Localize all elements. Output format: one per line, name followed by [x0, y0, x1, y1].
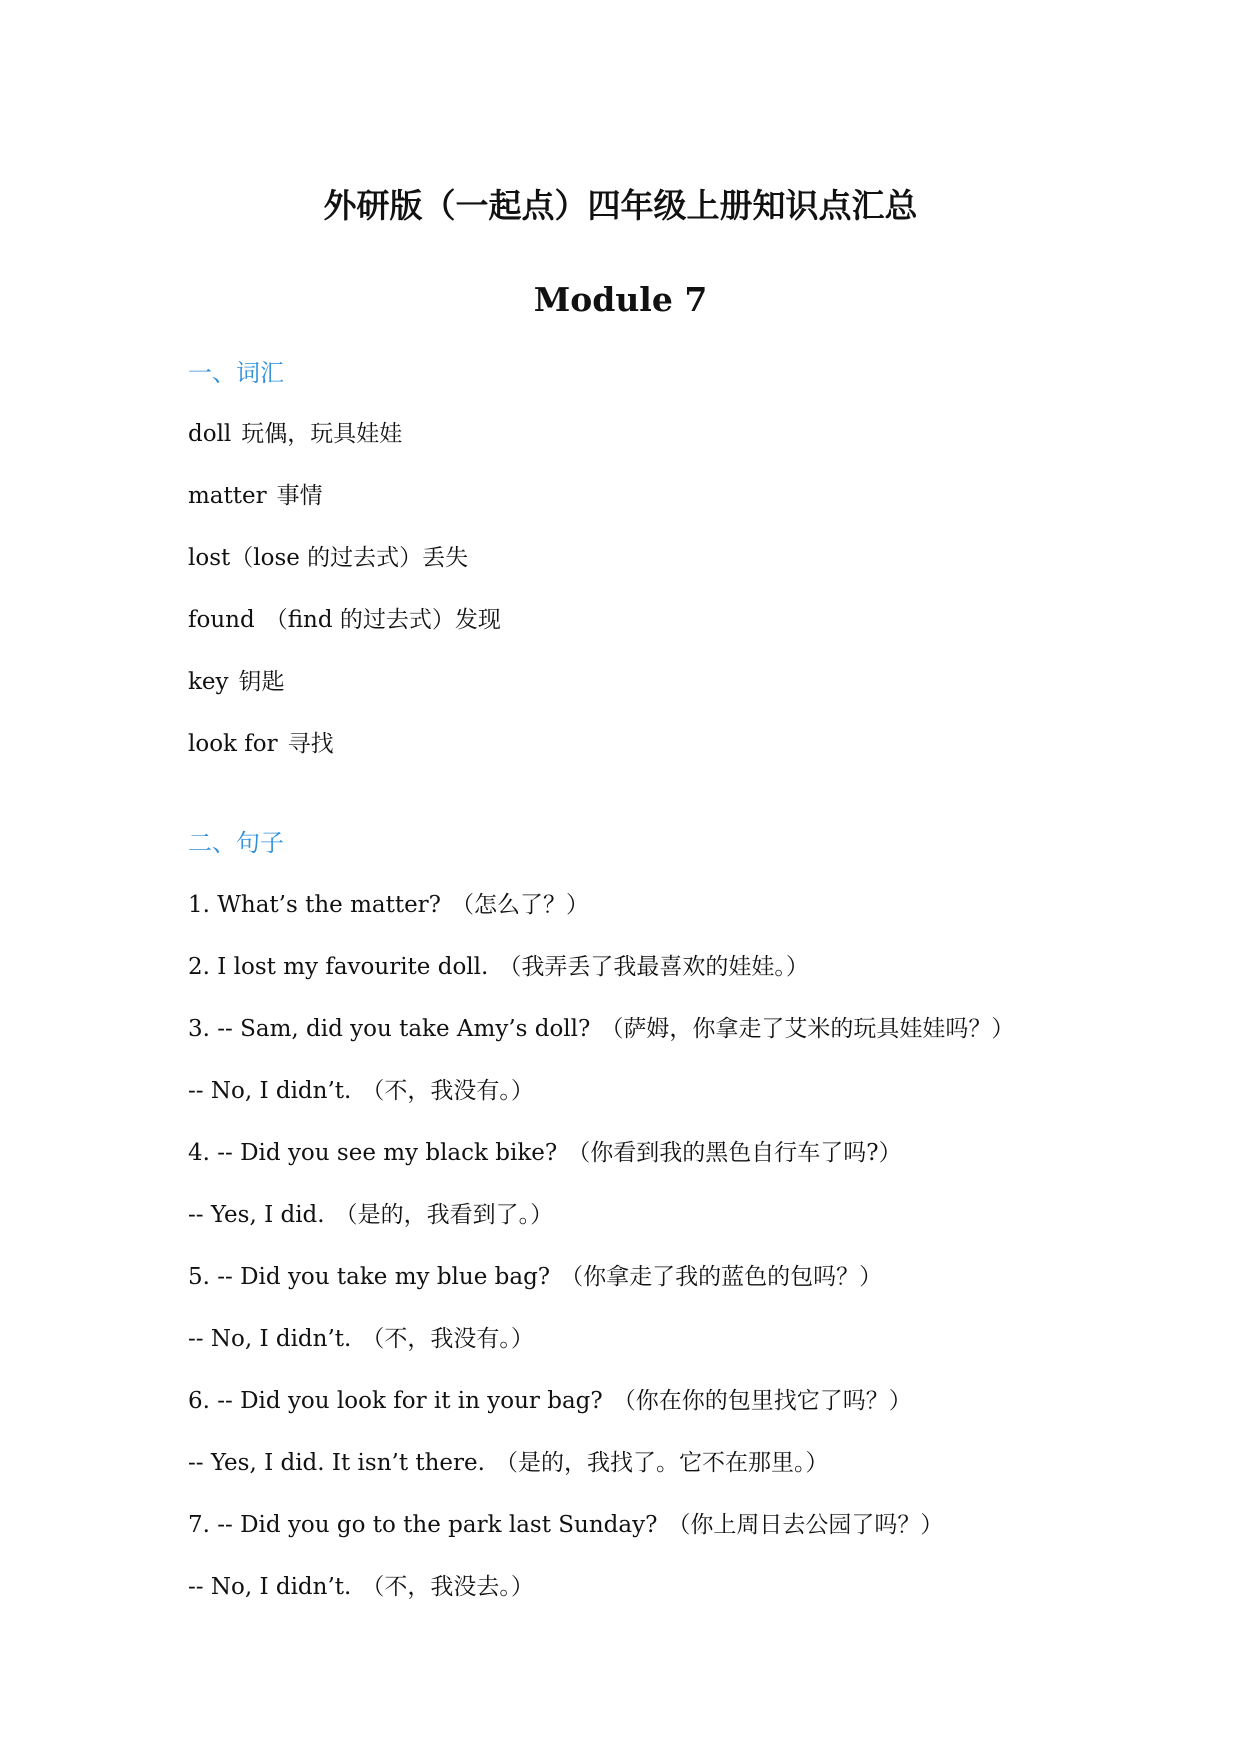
vocab-meaning: （find 的过去式）发现: [264, 607, 501, 633]
vocab-item: [188, 603, 501, 637]
vocab-meaning: 玩偶，玩具娃娃: [241, 421, 403, 447]
sentence-en: 3. -- Sam, did you take Amy’s doll?: [188, 1016, 591, 1042]
sentence-zh: （是的，我找了。它不在那里。）: [494, 1450, 829, 1476]
sentence-zh: （不，我没去。）: [361, 1574, 534, 1600]
sentence-line: [188, 1198, 553, 1232]
sentence-zh: （怎么了？）: [451, 892, 590, 918]
vocab-item: [188, 541, 468, 575]
sentence-en: -- No, I didn’t.: [188, 1326, 352, 1352]
vocab-word: key: [188, 669, 229, 695]
sentence-en: 1. What’s the matter?: [188, 892, 442, 918]
sentence-zh: （你上周日去公园了吗？）: [667, 1512, 944, 1538]
sentence-line: [188, 950, 809, 984]
sentence-en: -- Yes, I did. It isn’t there.: [188, 1450, 485, 1476]
vocab-meaning: 钥匙: [238, 669, 285, 695]
document-title: 外研版（一起点）四年级上册知识点汇总: [323, 186, 918, 225]
sentence-en: 5. -- Did you take my blue bag?: [188, 1264, 551, 1290]
vocab-word: doll: [188, 421, 232, 447]
sentence-line: [188, 888, 589, 922]
vocab-meaning: （lose 的过去式）丢失: [230, 545, 469, 571]
sentence-line: [188, 1074, 534, 1108]
sentence-en: -- No, I didn’t.: [188, 1574, 352, 1600]
sentence-line: [188, 1136, 902, 1170]
sentence-zh: （你拿走了我的蓝色的包吗？）: [560, 1264, 883, 1290]
vocab-heading: 一、词汇: [188, 359, 284, 387]
sentence-en: -- Yes, I did.: [188, 1202, 325, 1228]
vocab-word: look for: [188, 731, 278, 757]
sentence-line: [188, 1012, 1014, 1046]
sentence-en: -- No, I didn’t.: [188, 1078, 352, 1104]
sentence-zh: （不，我没有。）: [361, 1078, 534, 1104]
sentence-en: 7. -- Did you go to the park last Sunday?: [188, 1512, 658, 1538]
sentences-heading: 二、句子: [188, 829, 284, 857]
vocab-item: [188, 479, 323, 513]
sentence-zh: （你看到我的黑色自行车了吗?）: [567, 1140, 902, 1166]
vocab-item: [188, 665, 285, 699]
module-title: Module 7: [533, 280, 708, 319]
sentence-zh: （是的，我看到了。）: [334, 1202, 554, 1228]
sentence-line: [188, 1508, 943, 1542]
sentence-line: [188, 1260, 882, 1294]
sentence-zh: （萨姆，你拿走了艾米的玩具娃娃吗？）: [600, 1016, 1015, 1042]
vocab-word: lost: [188, 545, 231, 571]
vocab-item: [188, 417, 402, 451]
sentence-line: [188, 1446, 828, 1480]
sentence-line: [188, 1384, 912, 1418]
sentence-en: 4. -- Did you see my black bike?: [188, 1140, 558, 1166]
vocab-word: matter: [188, 483, 267, 509]
sentence-line: [188, 1322, 534, 1356]
vocab-meaning: 事情: [276, 483, 323, 509]
vocab-item: [188, 727, 334, 761]
sentence-en: 6. -- Did you look for it in your bag?: [188, 1388, 603, 1414]
sentence-zh: （我弄丢了我最喜欢的娃娃。）: [498, 954, 809, 980]
vocab-word: found: [188, 607, 255, 633]
sentence-zh: （不，我没有。）: [361, 1326, 534, 1352]
vocab-meaning: 寻找: [287, 731, 334, 757]
sentence-zh: （你在你的包里找它了吗？）: [612, 1388, 912, 1414]
sentence-line: [188, 1570, 534, 1604]
sentence-en: 2. I lost my favourite doll.: [188, 954, 489, 980]
